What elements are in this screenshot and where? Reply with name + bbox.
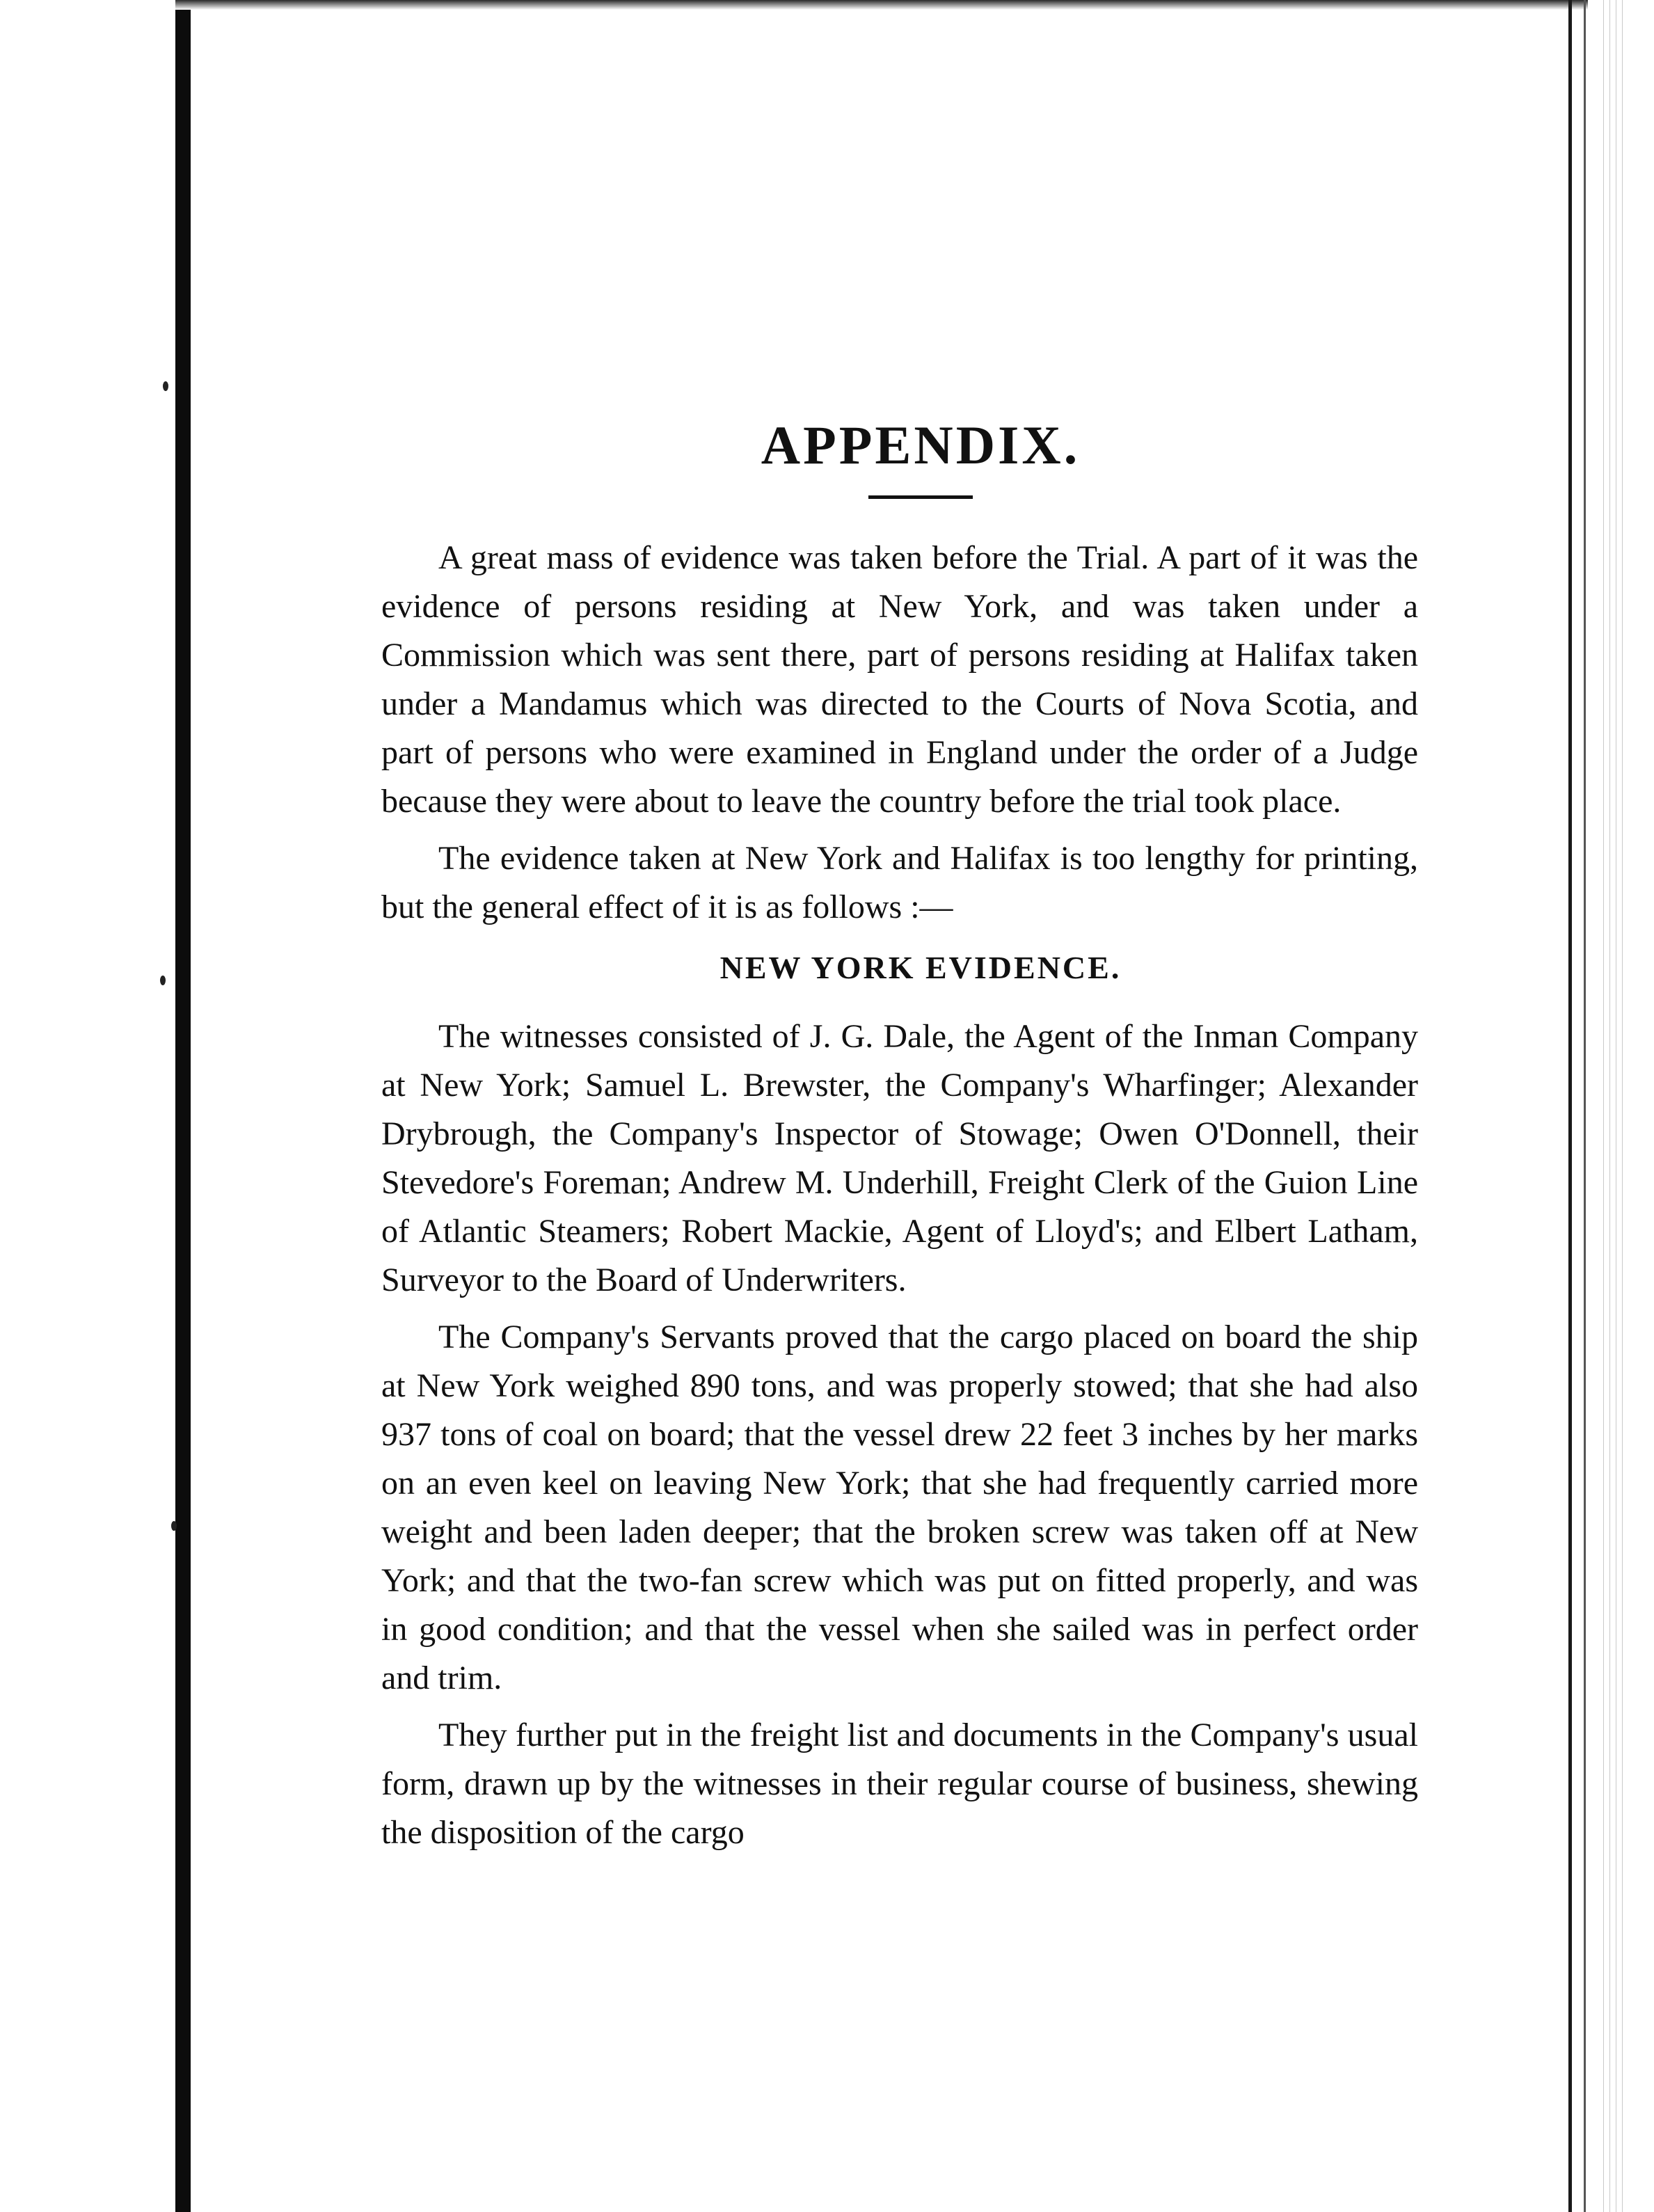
section-heading: NEW YORK EVIDENCE. [719, 950, 1122, 985]
page-content [381, 411, 1418, 1865]
evidence-paragraph: The Company's Servants proved that the cargo placed on board the ship at New York weighed 890 tons, and was properly stowed; that she had also 937 tons of coal on board; that the vessel drew 22 feet 3 inches by her marks on an even keel on leaving New York; that she had frequently carried more weight and been laden deeper; that the broken screw was taken off at New York; and that the two-fan screw which was put on fitted properly, and was in good condition; and that the vessel when she sailed was in perfect order and trim. [381, 1319, 1418, 1696]
left-margin [0, 0, 175, 2212]
margin-mark [160, 976, 166, 985]
page-title: APPENDIX. [761, 415, 1081, 475]
top-page-edge [175, 0, 1588, 10]
intro-paragraph: The evidence taken at New York and Halifax is too lengthy for printing, but the general effect of it is as follows :— [381, 840, 1418, 925]
evidence-paragraph: They further put in the freight list and documents in the Company's usual form, drawn up by the witnesses in their regular course of business, shewing the disposition of the cargo [381, 1717, 1418, 1851]
stacked-pages-edge [1600, 0, 1625, 2212]
intro-paragraph: A great mass of evidence was taken before the Trial. A part of it was the evidence of persons residing at New York, and was taken under a Commission which was sent there, part of persons residing at Halifax taken under a Mandamus which was directed to the Courts of Nova Scotia, and part of persons who were examined in England under the order of a Judge because they were about to leave the country before the trial took place. [381, 539, 1418, 820]
evidence-paragraph: The witnesses consisted of J. G. Dale, the Agent of the Inman Company at New York; Samuel L. Brewster, the Company's Wharfinger; Alexander Drybrough, the Company's Inspector of Stowage; Owen O'Donnell, their Stevedore's Foreman; Andrew M. Underhill, Freight Clerk of the Guion Line of Atlantic Steamers; Robert Mackie, Agent of Lloyd's; and Elbert Latham, Surveyor to the Board of Underwriters. [381, 1018, 1418, 1298]
right-page-edge-inner [1584, 0, 1586, 2212]
book-spine-shadow [175, 0, 191, 2212]
margin-mark [171, 1521, 177, 1531]
margin-mark [163, 381, 168, 391]
right-page-edge [1568, 0, 1572, 2212]
title-rule [868, 495, 973, 499]
